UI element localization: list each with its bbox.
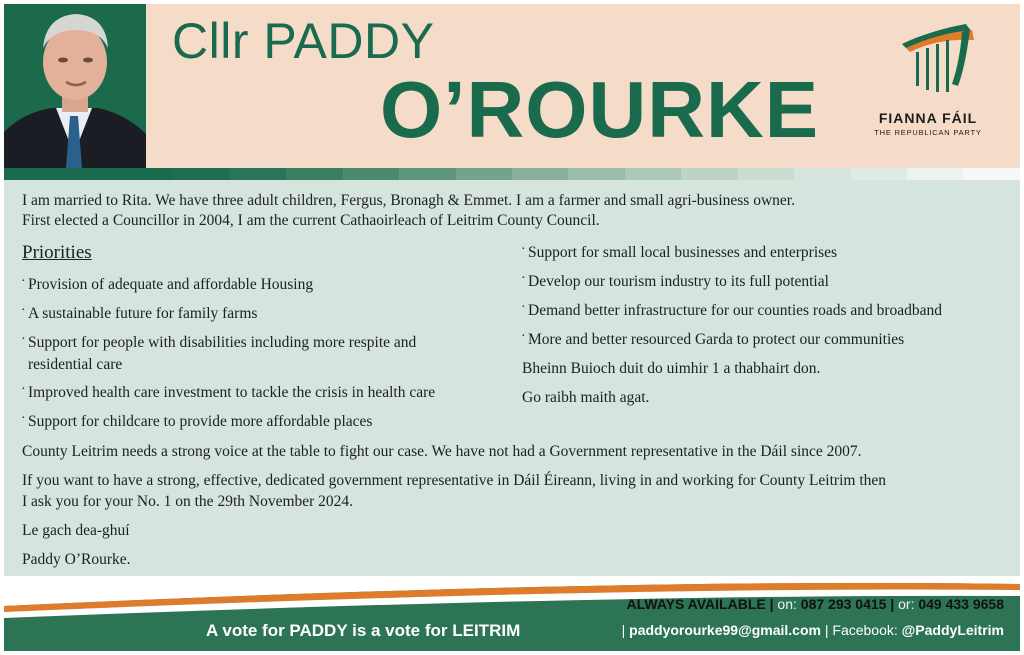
contact-line2: | paddyorourke99@gmail.com | Facebook: @PaddyLeitrim: [621, 622, 1004, 638]
candidate-surname: O’ROURKE: [380, 65, 820, 154]
priority-left-4: · Improved health care investment to tackle the crisis in health care: [28, 384, 435, 402]
closing-para2-line2: I ask you for your No. 1 on the 29th November 2024.: [22, 493, 354, 510]
candidate-photo: [4, 4, 146, 168]
slogan: A vote for PADDY is a vote for LEITRIM: [206, 621, 521, 640]
priority-right-4: · More and better resourced Garda to protect our communities: [528, 331, 904, 349]
fade-strip: [4, 168, 1020, 180]
irish-line-1: Bheinn Buioch duit do uimhir 1 a thabhairt don.: [522, 360, 821, 377]
harp-icon: [862, 24, 994, 110]
signoff: Le gach dea-ghuí: [22, 522, 130, 539]
phone-2[interactable]: 049 433 9658: [918, 596, 1004, 612]
priority-left-2: · A sustainable future for family farms: [28, 305, 257, 323]
priority-left-3-cont: residential care: [28, 356, 123, 373]
priority-left-3: · Support for people with disabilities including more respite and: [28, 334, 416, 352]
signature: Paddy O’Rourke.: [22, 551, 131, 568]
always-available: ALWAYS AVAILABLE: [626, 596, 766, 612]
party-name: FIANNA FÁIL: [878, 110, 978, 126]
contact-line1: ALWAYS AVAILABLE | on: 087 293 0415 | or: 049 433 9658: [626, 596, 1004, 612]
intro-line2: First elected a Councillor in 2004, I am the current Cathaoirleach of Leitrim County Council.: [22, 212, 600, 229]
closing-para1: County Leitrim needs a strong voice at the table to fight our case. We have not had a Government representative in the Dáil since 2007.: [22, 443, 862, 460]
party-subtitle: THE REPUBLICAN PARTY: [874, 128, 982, 137]
title-line1: Cllr PADDY: [172, 13, 435, 69]
priority-right-1: · Support for small local businesses and enterprises: [528, 244, 837, 262]
facebook-handle[interactable]: @PaddyLeitrim: [901, 622, 1004, 638]
priority-right-2: · Develop our tourism industry to its full potential: [528, 273, 829, 291]
priorities-heading: Priorities: [22, 242, 92, 263]
party-logo: [862, 24, 994, 144]
irish-line-2: Go raibh maith agat.: [522, 389, 650, 406]
priority-left-5: · Support for childcare to provide more affordable places: [28, 413, 372, 431]
closing-para2-line1: If you want to have a strong, effective, dedicated government representative in Dáil Éireann, living in and working for County Leitrim then: [22, 472, 887, 489]
priority-left-1: · Provision of adequate and affordable Housing: [28, 276, 313, 294]
phone-1[interactable]: 087 293 0415: [800, 596, 887, 612]
footer-banner: [4, 576, 1020, 651]
intro-line1: I am married to Rita. We have three adult children, Fergus, Bronagh & Emmet. I am a farmer and small agri-business owner.: [22, 192, 795, 209]
header-banner: [4, 4, 1020, 168]
priority-right-3: · Demand better infrastructure for our counties roads and broadband: [528, 302, 942, 320]
email-link[interactable]: paddyorourke99@gmail.com: [629, 622, 821, 638]
body-panel: [4, 180, 1020, 576]
